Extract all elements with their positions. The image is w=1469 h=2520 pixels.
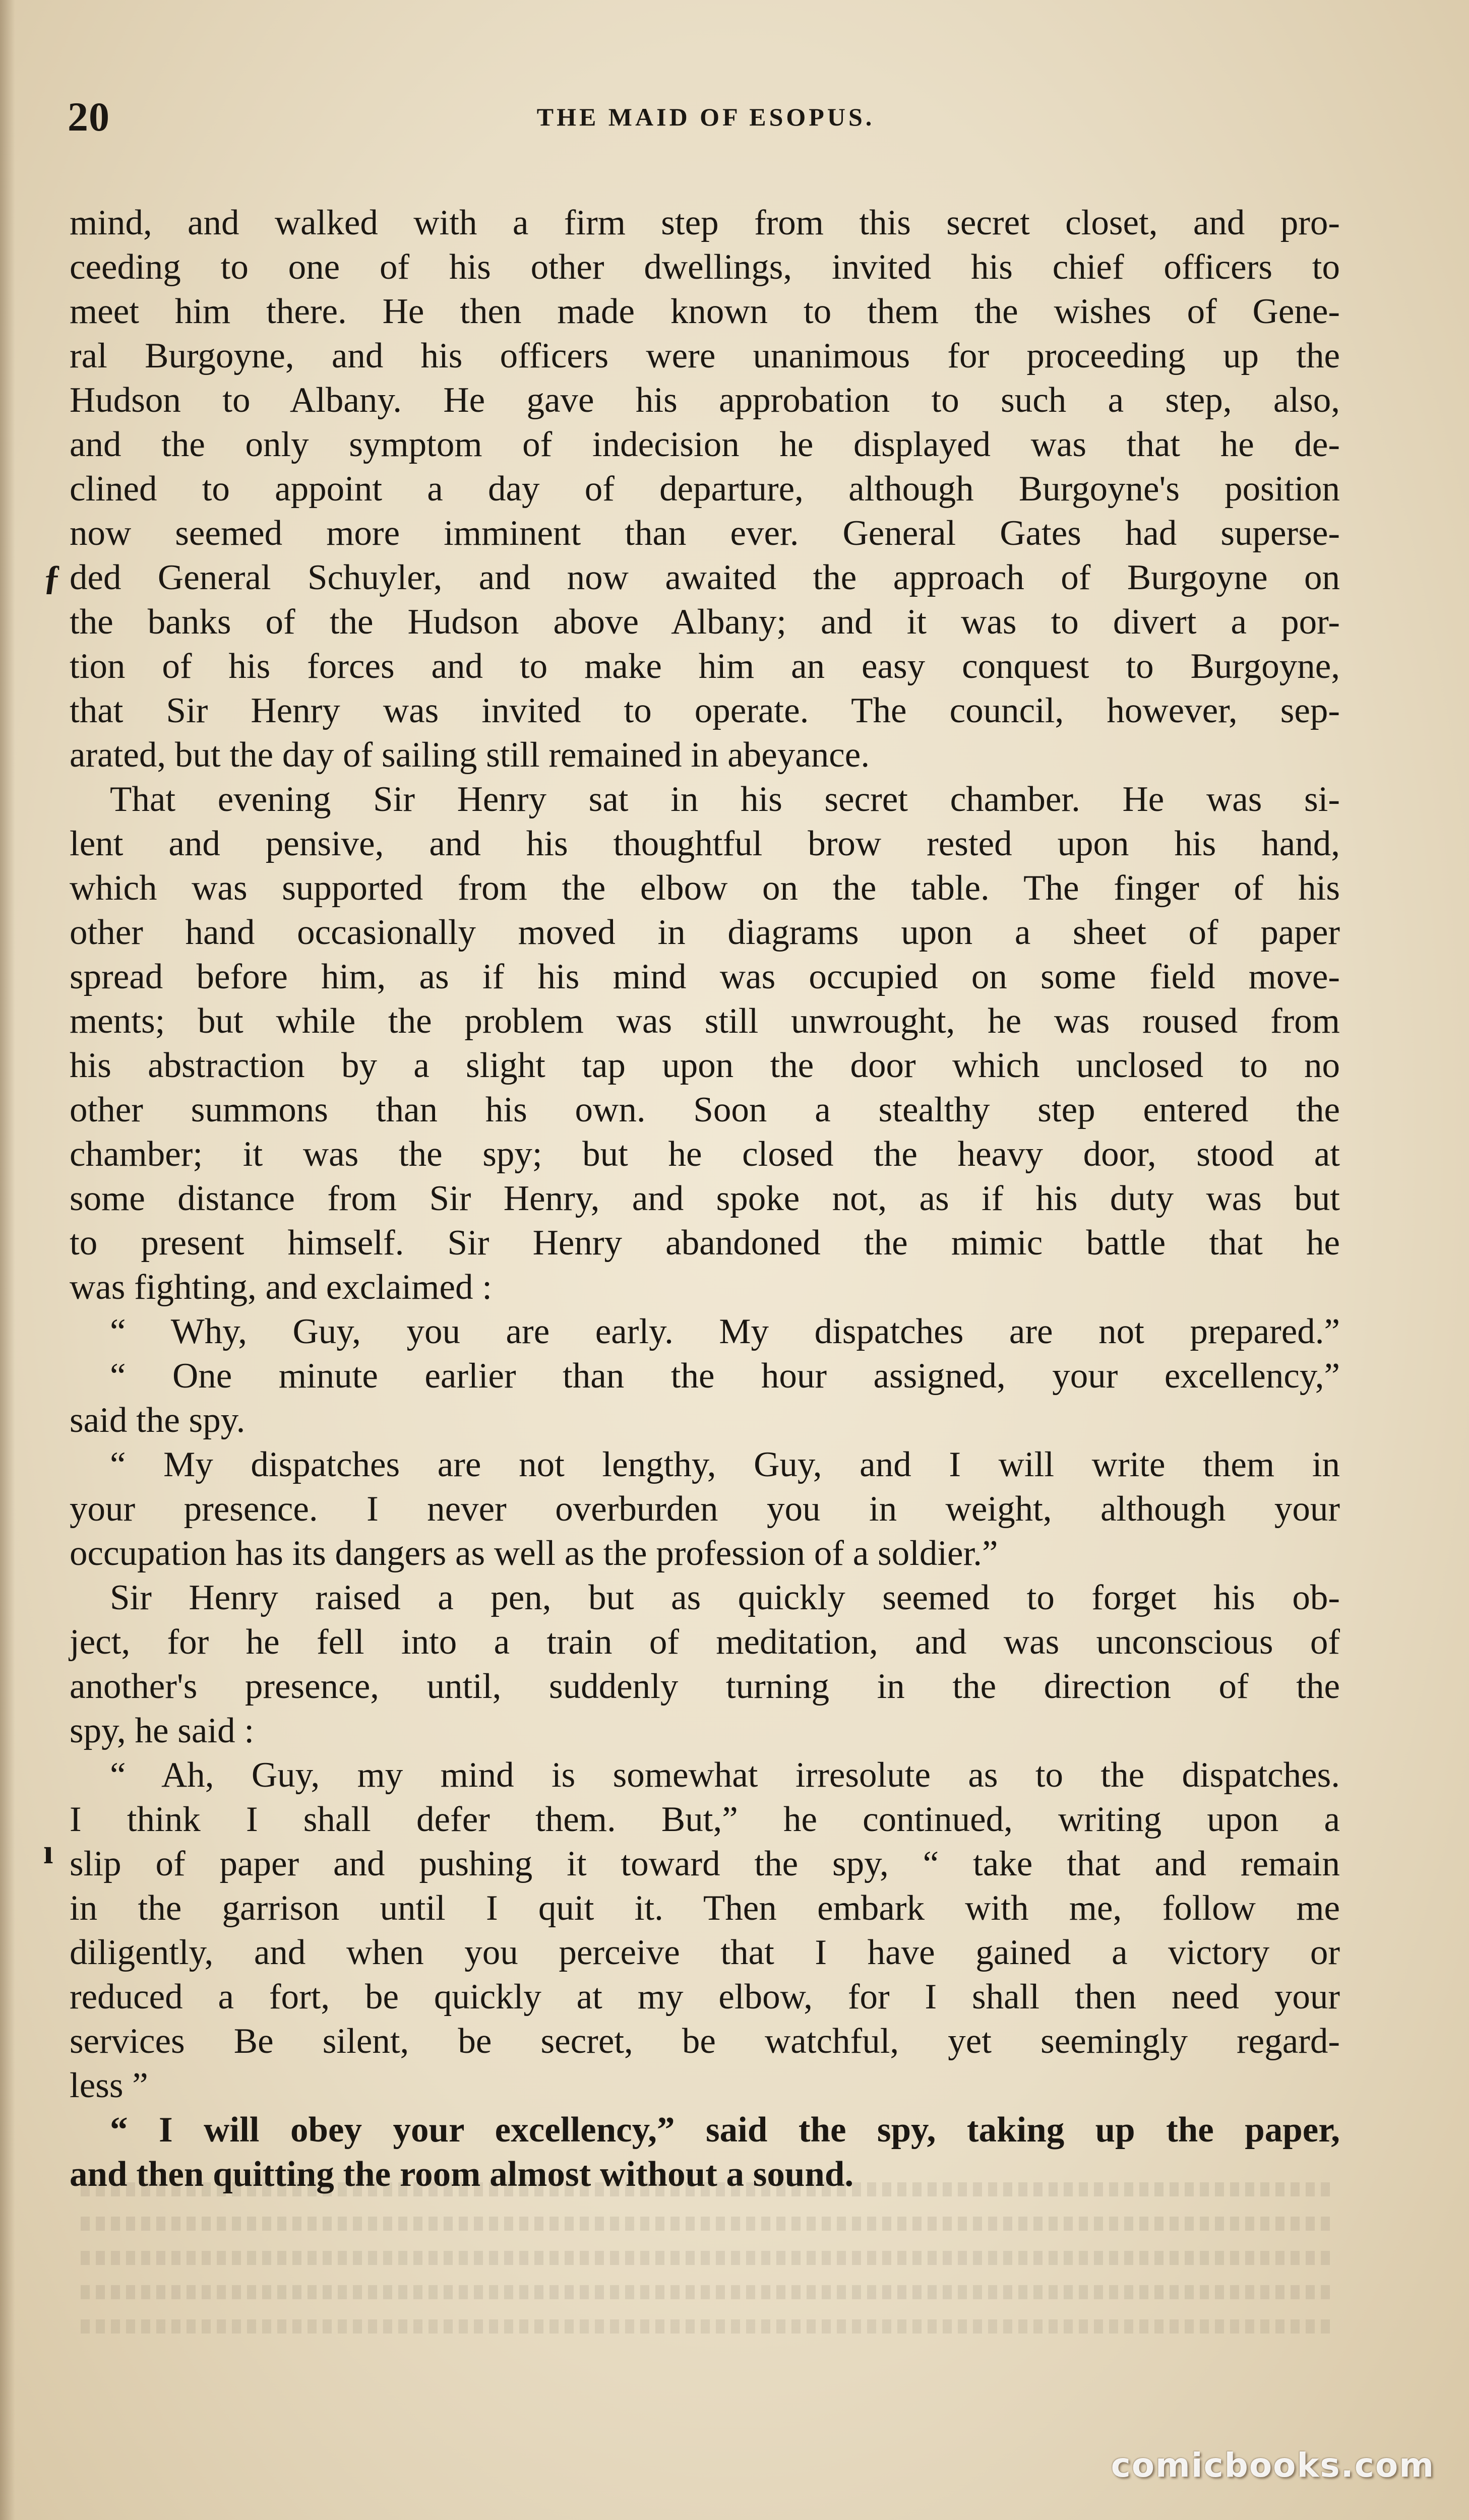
text-line: ments; but while the problem was still unwrought, he was roused from bbox=[70, 1001, 1340, 1041]
text-line: now seemed more imminent than ever. General Gates had superse- bbox=[70, 514, 1340, 553]
text-line: “ Why, Guy, you are early. My dispatches are not prepared.” bbox=[110, 1312, 1340, 1351]
text-line: That evening Sir Henry sat in his secret chamber. He was si- bbox=[110, 780, 1340, 819]
text-line: Hudson to Albany. He gave his approbation to such a step, also, bbox=[70, 381, 1340, 420]
text-line: meet him there. He then made known to them the wishes of Gene- bbox=[70, 292, 1340, 331]
text-line: to present himself. Sir Henry abandoned the mimic battle that he bbox=[70, 1223, 1340, 1263]
text-line: another's presence, until, suddenly turning in the direction of the bbox=[70, 1667, 1340, 1706]
text-line: mind, and walked with a firm step from this secret closet, and pro- bbox=[70, 203, 1340, 242]
text-line: ject, for he fell into a train of meditation, and was unconscious of bbox=[70, 1622, 1340, 1662]
watermark: comicbooks.com bbox=[1111, 2446, 1435, 2485]
text-line: spy, he said : bbox=[70, 1711, 255, 1750]
margin-mark: ƒ bbox=[43, 558, 61, 597]
text-line: I think I shall defer them. But,” he continued, writing upon a bbox=[70, 1800, 1340, 1839]
text-line: his abstraction by a slight tap upon the door which unclosed to no bbox=[70, 1046, 1340, 1085]
text-line: and then quitting the room almost without a sound. bbox=[70, 2155, 854, 2194]
text-line: occupation has its dangers as well as the profession of a soldier.” bbox=[70, 1534, 998, 1573]
text-line: diligently, and when you perceive that I have gained a victory or bbox=[70, 1933, 1340, 1972]
text-line: said the spy. bbox=[70, 1401, 246, 1440]
text-line: reduced a fort, be quickly at my elbow, for I shall then need your bbox=[70, 1977, 1340, 2017]
text-line: clined to appoint a day of departure, although Burgoyne's position bbox=[70, 469, 1340, 509]
text-line: the banks of the Hudson above Albany; and it was to divert a por- bbox=[70, 602, 1340, 642]
text-line: and the only symptom of indecision he displayed was that he de- bbox=[70, 425, 1340, 464]
page-number: 20 bbox=[68, 94, 110, 140]
text-line: “ Ah, Guy, my mind is somewhat irresolute as to the dispatches. bbox=[110, 1755, 1340, 1795]
text-line: which was supported from the elbow on the table. The finger of his bbox=[70, 868, 1340, 908]
show-through-text bbox=[81, 2162, 1331, 2349]
text-line: tion of his forces and to make him an easy conquest to Burgoyne, bbox=[70, 647, 1340, 686]
text-line: in the garrison until I quit it. Then embark with me, follow me bbox=[70, 1888, 1340, 1928]
text-line: ceeding to one of his other dwellings, invited his chief officers to bbox=[70, 247, 1340, 287]
text-line: spread before him, as if his mind was occupied on some field move- bbox=[70, 957, 1340, 996]
text-line: chamber; it was the spy; but he closed the heavy door, stood at bbox=[70, 1135, 1340, 1174]
text-line: less ” bbox=[70, 2066, 148, 2105]
text-line: arated, but the day of sailing still remained in abeyance. bbox=[70, 735, 870, 775]
body-text bbox=[70, 201, 1340, 2196]
text-line: other hand occasionally moved in diagrams upon a sheet of paper bbox=[70, 913, 1340, 952]
text-line: was fighting, and exclaimed : bbox=[70, 1268, 492, 1307]
text-line: ral Burgoyne, and his officers were unanimous for proceeding up the bbox=[70, 336, 1340, 375]
page-header bbox=[60, 93, 1351, 139]
text-line: “ I will obey your excellency,” said the spy, taking up the paper, bbox=[110, 2110, 1340, 2150]
text-line: Sir Henry raised a pen, but as quickly seemed to forget his ob- bbox=[110, 1578, 1340, 1617]
text-line: “ My dispatches are not lengthy, Guy, and I will write them in bbox=[110, 1445, 1340, 1484]
text-line: lent and pensive, and his thoughtful brow rested upon his hand, bbox=[70, 824, 1340, 863]
text-line: your presence. I never overburden you in weight, although your bbox=[70, 1489, 1340, 1529]
text-line: ded General Schuyler, and now awaited the approach of Burgoyne on bbox=[70, 558, 1340, 597]
text-line: some distance from Sir Henry, and spoke not, as if his duty was but bbox=[70, 1179, 1340, 1218]
text-line: slip of paper and pushing it toward the spy, “ take that and remain bbox=[70, 1844, 1340, 1883]
text-line: that Sir Henry was invited to operate. The council, however, sep- bbox=[70, 691, 1340, 730]
text-line: services Be silent, be secret, be watchful, yet seemingly regard- bbox=[70, 2022, 1340, 2061]
text-line: other summons than his own. Soon a stealthy step entered the bbox=[70, 1090, 1340, 1129]
page-edge-shadow bbox=[0, 0, 15, 2520]
running-title: THE MAID OF ESOPUS. bbox=[536, 103, 875, 131]
text-line: “ One minute earlier than the hour assigned, your excellency,” bbox=[110, 1356, 1340, 1396]
margin-mark: ı bbox=[43, 1833, 53, 1871]
